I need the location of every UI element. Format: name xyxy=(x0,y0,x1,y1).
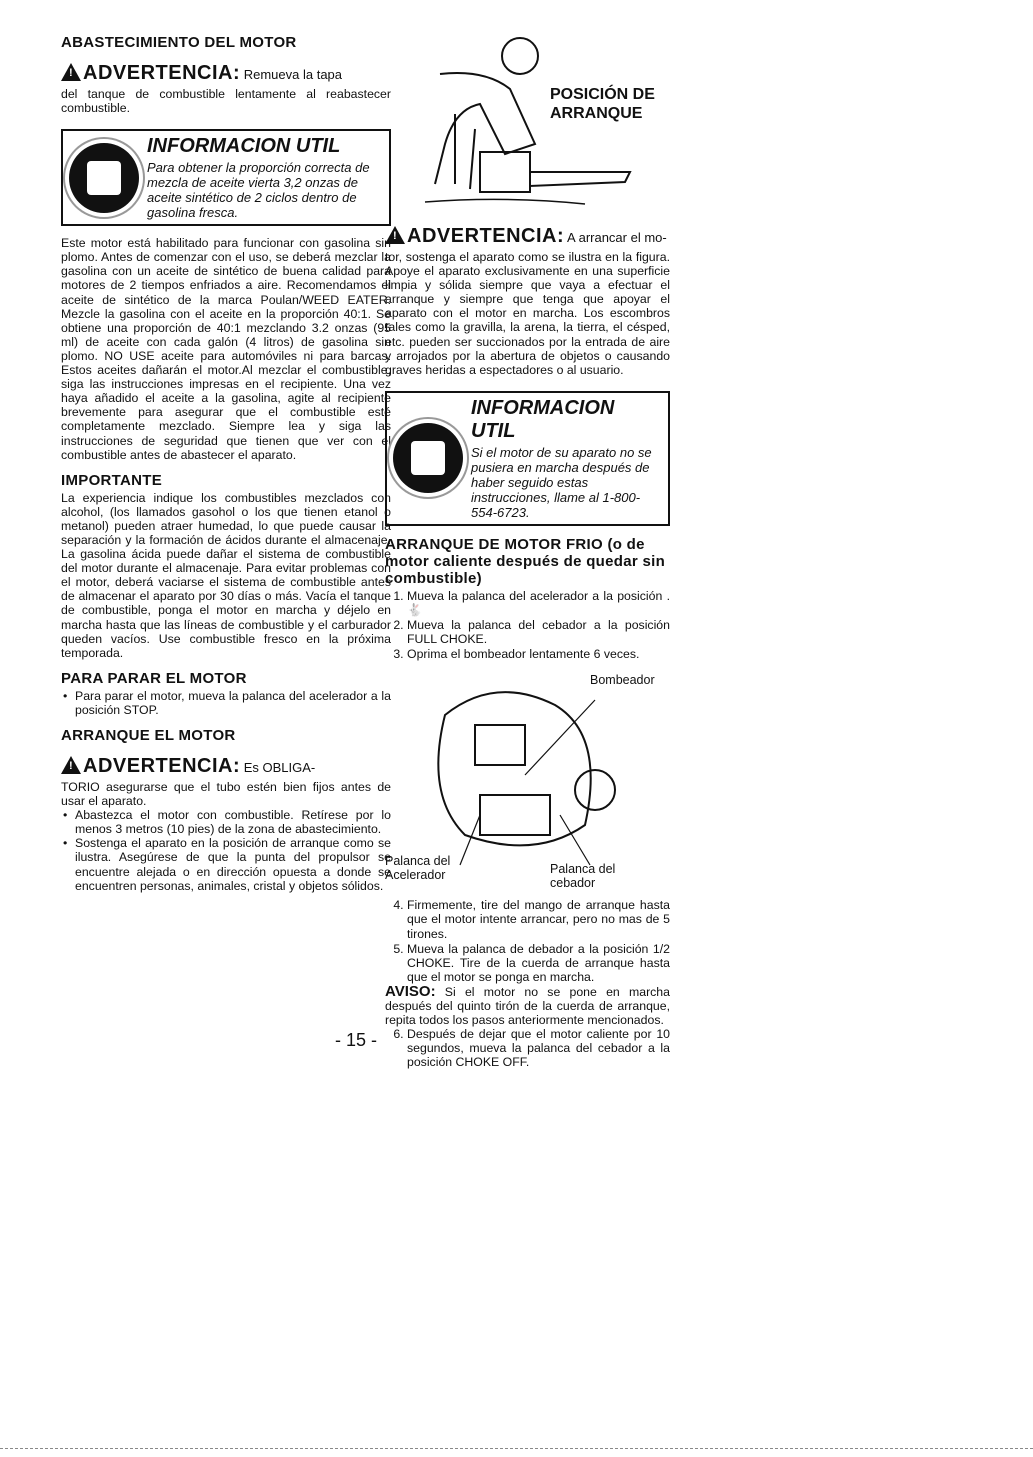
notice-paragraph xyxy=(385,982,670,1028)
info-box-phone xyxy=(385,391,670,526)
warning-3-head: ADVERTENCIA: xyxy=(407,225,565,247)
figure-engine-labels xyxy=(385,854,670,890)
warning-2-tail: Es OBLIGA- xyxy=(240,760,316,775)
list-item: 3. Oprima el bombeador lentamente 6 veces. xyxy=(407,647,670,661)
warning-1-text: del tanque de combustible lentamente al reabastecer combustible. xyxy=(61,87,391,116)
info-box-fuel xyxy=(61,129,391,226)
figure-starting-position xyxy=(385,34,670,214)
phone-icon xyxy=(393,423,463,493)
warning-1-tail: Remueva la tapa xyxy=(240,67,343,82)
figure-engine-controls xyxy=(385,665,670,870)
notice-head: AVISO: xyxy=(385,982,436,1000)
warning-2-head: ADVERTENCIA: xyxy=(83,755,241,777)
warning-1 xyxy=(61,61,391,85)
warning-3 xyxy=(385,224,670,248)
rabbit-icon: 🐇 xyxy=(407,602,423,617)
start-list xyxy=(61,808,391,893)
engine-paragraph: Este motor está habilitado para funcionar con gasolina sin plomo. Antes de comenzar con el uso, se deberá mezclar la gasolina con un aceite de sintético de buena calidad para motores de 2 tiempos enfriados a aire. Recomendamos el aceite de sintético de la marca Poulan/WEED EATER. Mezcle la gasolina con el aceite en la proporción 40:1. Se obtiene una proporción de 40:1 mezclando 3.2 onzas (95 ml) de aceite con cada galón (4 litros) de gasolina sin plomo. NO USE aceite para automóviles ni para barcas. Estos aceites dañarán el motor.Al mezclar el combustible, siga las instrucciones impresas en el recipiente. Una vez haya añadido el aceite a la gasolina, agite al recipiente brevemente para asegurar que el combustible esté completamente mezclado. Siempre lea y siga las instrucciones de seguridad que tienen que ver con el combustible antes de abastecer el aparato. xyxy=(61,236,391,462)
cold-start-steps xyxy=(385,589,670,661)
heading-stop: PARA PARAR EL MOTOR xyxy=(61,669,247,687)
info-2-text: Si el motor de su aparato no se pusiera en marcha después de haber seguido estas instrucciones, llame al 1-800-554-6723. xyxy=(471,444,652,520)
notice-text: Si el motor no se pone en marcha después del quinto tirón de la cuerda de arranque, repita todos los pasos anteriormente mencionados. xyxy=(385,984,670,1028)
warning-3-tail: A arrancar el mo- xyxy=(564,230,667,245)
info-1-text: Para obtener la proporción correcta de mezcla de aceite vierta 3,2 onzas de aceite sintético de 2 ciclos dentro de gasolina fresca. xyxy=(147,160,370,221)
important-paragraph: La experiencia indique los combustibles mezclados con alcohol, (los llamados gasohol o los que tienen etanol o metanol) pueden atraer humedad, lo que puede causar la separación y la formación de ácidos durante el almacenaje. La gasolina ácida puede dañar el sistema de combustible del motor durante el almacenaje. Para evitar problemas con el motor, deberá vaciarse el sistema de combustible antes de almacenar el aparato por 30 días o más. Vacía el tanque de combustible, ponga el motor en marcha y déjelo en marcha hasta que las líneas de combustible y el carburador queden vacíos. Use combustible fresco en la próxima temporada. xyxy=(61,490,391,660)
right-column xyxy=(385,34,670,1070)
start-step-6 xyxy=(385,1027,670,1069)
warning-2-text: TORIO asegurarse que el tubo estén bien fijos antes de usar el aparato. xyxy=(61,780,391,809)
step-1-text: Mueva la palanca del acelerador a la posición . xyxy=(407,588,670,603)
warning-1-head: ADVERTENCIA: xyxy=(83,62,241,84)
heading-start: ARRANQUE EL MOTOR xyxy=(61,727,236,744)
figure-label-start: ARRANQUE xyxy=(550,105,643,122)
list-item: 2. Mueva la palanca del cebador a la posición FULL CHOKE. xyxy=(407,618,670,646)
start-steps-continued xyxy=(385,898,670,984)
figure-label-position: POSICIÓN DE xyxy=(550,86,655,103)
list-item: 5. Mueva la palanca de debador a la posición 1/2 CHOKE. Tire de la cuerda de arranque hasta que el motor se ponga en marcha. xyxy=(407,942,670,984)
label-primer-bulb: Bombeador xyxy=(590,673,655,688)
heading-important: IMPORTANTE xyxy=(61,471,163,489)
heading-fueling: ABASTECIMIENTO DEL MOTOR xyxy=(61,34,297,51)
operator-illustration xyxy=(385,34,670,214)
heading-cold-start: ARRANQUE DE MOTOR FRIO (o de motor caliente después de quedar sin combustible) xyxy=(385,535,666,587)
warning-2 xyxy=(61,754,391,778)
left-column xyxy=(61,34,391,893)
warning-3-text: tor, sostenga el aparato como se ilustra en la figura. Apoye el aparato exclusivamente en una superficie limpia y sólida siempre que vaya a efectuar el arranque y siempre que tenga que apoyar el aparato con el motor en marcha. Los escombros tales como la gravilla, la arena, la tierra, el césped, etc. pueden ser succionados por la entrada de aire y arrojados por la abertura de objetos o causando graves heridas a espectadores o al usuario. xyxy=(385,250,670,377)
list-item: 6. Después de dejar que el motor caliente por 10 segundos, mueva la palanca del cebador a la posición CHOKE OFF. xyxy=(407,1027,670,1069)
carburator-illustration xyxy=(385,665,670,870)
warning-triangle-icon xyxy=(61,63,81,81)
list-item: • Sostenga el aparato en la posición de arranque como se ilustra. Asegúrese de que la punta del propulsor se encuentre alejada o en dirección opuesta a donde se encuentren personas, animales, cristal y objetos sólidos. xyxy=(75,836,391,892)
list-item: 4. Firmemente, tire del mango de arranque hasta que el motor intente arrancar, pero no mas de 5 tirones. xyxy=(407,898,670,940)
label-throttle-1: Palanca del xyxy=(385,854,451,869)
fuel-can-icon xyxy=(69,143,139,213)
info-1-title: INFORMACION UTIL xyxy=(147,135,341,158)
label-choke-1: Palanca del xyxy=(550,862,616,877)
warning-triangle-icon xyxy=(385,226,405,244)
bottom-divider xyxy=(0,1448,1033,1449)
stop-list xyxy=(61,689,391,717)
label-choke-2: cebador xyxy=(550,876,596,891)
list-item: • Para parar el motor, mueva la palanca del acelerador a la posición STOP. xyxy=(75,689,391,717)
list-item xyxy=(407,589,670,617)
page-number: - 15 - xyxy=(335,1030,378,1050)
list-item: • Abastezca el motor con combustible. Retírese por lo menos 3 metros (10 pies) de la zona de abastecimiento. xyxy=(75,808,391,836)
warning-triangle-icon xyxy=(61,756,81,774)
info-2-title: INFORMACION UTIL xyxy=(471,396,615,442)
label-throttle-2: Acelerador xyxy=(385,868,446,883)
